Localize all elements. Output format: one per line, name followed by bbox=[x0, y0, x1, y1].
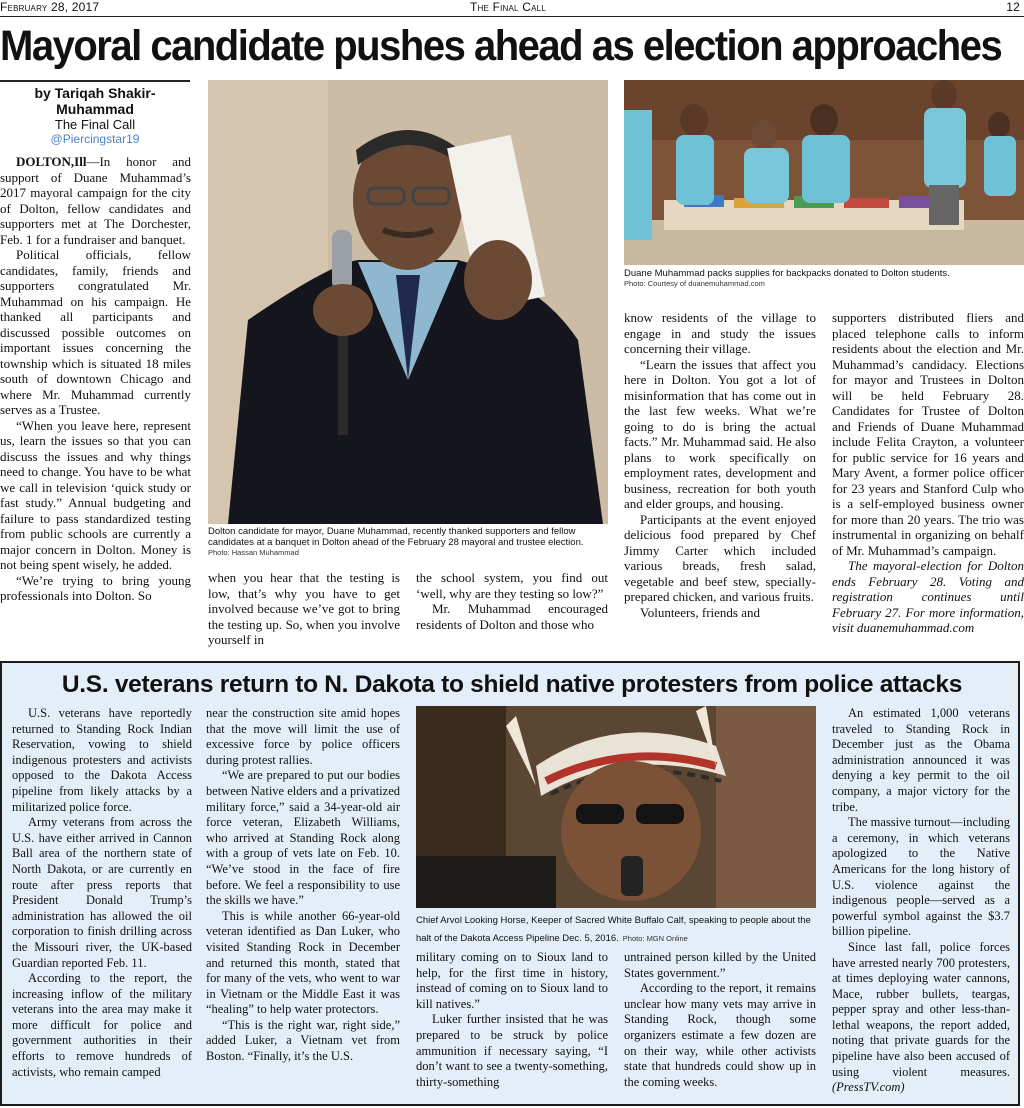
story2-col4-p1: untrained person killed by the United States government.” bbox=[624, 950, 816, 980]
story2-column-2 bbox=[206, 706, 400, 1065]
dateline: DOLTON,Ill bbox=[16, 154, 87, 169]
story2-col5-p3: Since last fall, police forces have arrested nearly 700 protesters, at times deploying water cannons, Mace, rubber bullets, teargas, pepper spray and other less-than-lethal weapons, the report added, noting that private guards for the pipeline have also been accused of using violent measures. bbox=[832, 939, 1010, 1079]
story2-column-1 bbox=[12, 706, 192, 1080]
story2-col3-p1: military coming on to Sioux land to help, for the first time in history, instead of coming on to Sioux land to kill natives.” bbox=[416, 950, 608, 1011]
story1-col1-p3: “When you leave here, represent us, learn the issues so that you can discuss the issues and why things need to change. You have to be what we call in television ‘quick study or fast study.” Annual budgeting and failure to pass standardized testing from public schools are currently a major concern in Dolton. Money is not being spent wisely, he added. bbox=[0, 417, 191, 572]
masthead bbox=[0, 0, 1024, 17]
story1-col4-p4: Volunteers, friends and bbox=[640, 604, 760, 620]
story2-headline: U.S. veterans return to N. Dakota to shield native protesters from police attacks bbox=[61, 671, 963, 698]
story2-column-5 bbox=[832, 706, 1010, 1096]
masthead-paper-name: The Final Call bbox=[470, 0, 546, 14]
chief-speaking-image bbox=[416, 706, 816, 908]
masthead-page-number: 12 bbox=[1006, 0, 1020, 14]
story2-column-4 bbox=[624, 950, 816, 1090]
story1-col1-p1: —In honor and support of Duane Muhammad’s 2017 mayoral campaign for the city of Dolton, fellow candidates and supporters met at The Dorchester, Feb. 1 for a fundraiser and banquet. bbox=[0, 154, 191, 247]
story2-col2-p3: This is while another 66-year-old veteran identified as Dan Luker, who visited Standing Rock in December and returned this month, stated that for many of the vets, who went to war in Vietnam or the Middle East it was “healing” to help water protectors. bbox=[206, 908, 400, 1017]
story1-column-2 bbox=[208, 570, 400, 648]
story2-col5-p2: The massive turnout—including a ceremony, in which veterans apologized to the Native Americans for the long history of U.S. violence against the indigenous people—served as a powerful symbol against the $3.7 billion pipeline. bbox=[832, 815, 1010, 939]
story1-col3-p2: Mr. Muhammad encouraged residents of Dolton and those who bbox=[416, 601, 608, 632]
story1-col2-p1: when you hear that the testing is low, that’s why you have to get involved because we’ve got to bring the testing up. So, when you involve yourself in bbox=[208, 570, 400, 647]
story1-column-5 bbox=[832, 310, 1024, 636]
story1-col4-p2: “Learn the issues that affect you here in Dolton. You got a lot of misinformation that has come out in the last few weeks. What we’re going to do is bring the actual facts.” Mr. Muhammad said. He also plans to work specifically on employment rates, development and business, recreation for both youth and elder groups, and housing. bbox=[624, 356, 816, 511]
photo1-caption-block bbox=[208, 526, 610, 558]
story2-col5-p1: An estimated 1,000 veterans traveled to Standing Rock in December just as the Obama administration announced it was denying a key permit to the oil company, a major victory for the tribe. bbox=[832, 706, 1010, 814]
photo2-caption: Duane Muhammad packs supplies for backpacks donated to Dolton students. bbox=[624, 268, 950, 279]
story1-col3-p1: the school system, you find out ‘well, why are they testing so low?” bbox=[416, 570, 608, 601]
story2-col1-p2: Army veterans from across the U.S. have either arrived in Cannon Ball area of the northern state of North Dakota, or are currently en route after press reports that President Donald Trump’s administration has allowed the oil corporation to finish drilling across the Missouri river, the UK-based Guardian reported Feb. 11. bbox=[12, 815, 192, 970]
byline-outlet: The Final Call bbox=[54, 117, 136, 132]
volunteers-photo bbox=[624, 80, 1024, 265]
story1-col1-p4: “We’re trying to bring young professionals into Dolton. So bbox=[0, 572, 191, 603]
candidate-speaking-image bbox=[208, 80, 608, 524]
candidate-photo bbox=[208, 80, 608, 524]
story1-column-1 bbox=[0, 154, 191, 604]
story1-col4-p3: Participants at the event enjoyed delicious food prepared by Chef Jimmy Carter which included various breads, fresh salad, vegetable and beef stew, specially-prepared chicken, and various fruits. bbox=[624, 511, 816, 604]
story1-col1-p2: Political officials, fellow candidates, family, friends and supporters congratulated Mr. Muhammad on his campaign. He thanked all participants and discussed possible outcomes on important issues concerning the township which is situated 18 miles south of downtown Chicago and where Mr. Muhammad currently serves as a Trustee. bbox=[0, 247, 191, 417]
photo2-credit: Photo: Courtesy of duanemuhammad.com bbox=[624, 279, 765, 288]
story1-column-4 bbox=[624, 310, 816, 620]
chief-photo bbox=[416, 706, 816, 908]
story1-col4-p1: know residents of the village to engage in and study the issues concerning their village. bbox=[624, 310, 816, 356]
story2-column-3 bbox=[416, 950, 608, 1090]
photo1-credit: Photo: Hassan Muhammad bbox=[208, 548, 299, 557]
byline bbox=[0, 80, 190, 146]
story1-col5-p2: The mayoral-election for Dolton ends February 28. Voting and registration continues until February 27. For more information, visit duanemuhammad.com bbox=[832, 558, 1024, 635]
story1-column-3 bbox=[416, 570, 608, 632]
story2-col1-p1: U.S. veterans have reportedly returned to Standing Rock Indian Reservation, vowing to shield indigenous protesters and activists opposed to the Dakota Access pipeline from likely attacks by a militarized police force. bbox=[12, 706, 192, 814]
story2-col3-p2: Luker further insisted that he was prepared to be struck by police ammunition if necessary saying, “I don’t want to see a twenty-something, thirty-something bbox=[416, 1012, 608, 1089]
masthead-date: February 28, 2017 bbox=[0, 0, 100, 14]
story2-source-credit: (PressTV.com) bbox=[832, 1080, 905, 1095]
story2-col4-p2: According to the report, it remains unclear how many vets may arrive in Standing Rock, though some organizers estimate a few dozen are on their way, while other activists state that hundreds could show up in the coming weeks. bbox=[624, 981, 816, 1089]
story1-col5-p1: supporters distributed fliers and placed telephone calls to inform residents about the election and Mr. Muhammad’s candidacy. Elections for mayor and Trustees in Dolton will be held February 28. Candidates for Trustee of Dolton and Friends of Duane Muhammad include Felita Crayton, a volunteer for public service for 16 years and Mary Avent, a former police officer for 23 years and Stanford Culp who is a self-employed business owner for more than 20 years. The trio was instrumental in organizing on behalf of Mr. Muhammad’s campaign. bbox=[832, 310, 1024, 558]
story1-headline: Mayoral candidate pushes ahead as election approaches bbox=[0, 22, 1002, 70]
byline-twitter-handle: @Piercingstar19 bbox=[50, 132, 140, 146]
byline-author: by Tariqah Shakir-Muhammad bbox=[34, 85, 156, 117]
story2-col2-p2: “We are prepared to put our bodies between Native elders and a privatized military force,” said a 34-year-old air force veteran, Elizabeth Williams, who arrived at Standing Rock along with a group of vets late on Feb. 10. “We’ve stood in the face of fire before. We feel a responsibility to use the skills we have.” bbox=[206, 768, 401, 908]
photo1-caption: Dolton candidate for mayor, Duane Muhammad, recently thanked supporters and fellow candidates at a banquet in Dolton ahead of the February 28 mayoral and trustee election. bbox=[208, 526, 584, 548]
story2-col2-p4: “This is the right war, right side,” added Luker, a Vietnam vet from Boston. “Finally, it’s the U.S. bbox=[206, 1017, 400, 1064]
story2-photo-credit: Photo: MGN Online bbox=[622, 934, 688, 943]
story2-col1-p3: According to the report, the increasing inflow of the military veterans into the area may make it more difficult for police and government authorities in their efforts to remove hundreds of activists, who remain camped bbox=[12, 971, 192, 1079]
story2-photo-caption: Chief Arvol Looking Horse, Keeper of Sacred White Buffalo Calf, speaking to people about the halt of the Dakota Access Pipeline Dec. 5, 2016. bbox=[416, 915, 811, 944]
story2-photo-caption-block bbox=[416, 910, 818, 946]
story2-col2-p1: near the construction site amid hopes that the move will limit the use of excessive force by police officers during protest rallies. bbox=[206, 706, 400, 767]
volunteers-packing-image bbox=[624, 80, 1024, 265]
photo2-caption-block bbox=[624, 268, 1024, 289]
